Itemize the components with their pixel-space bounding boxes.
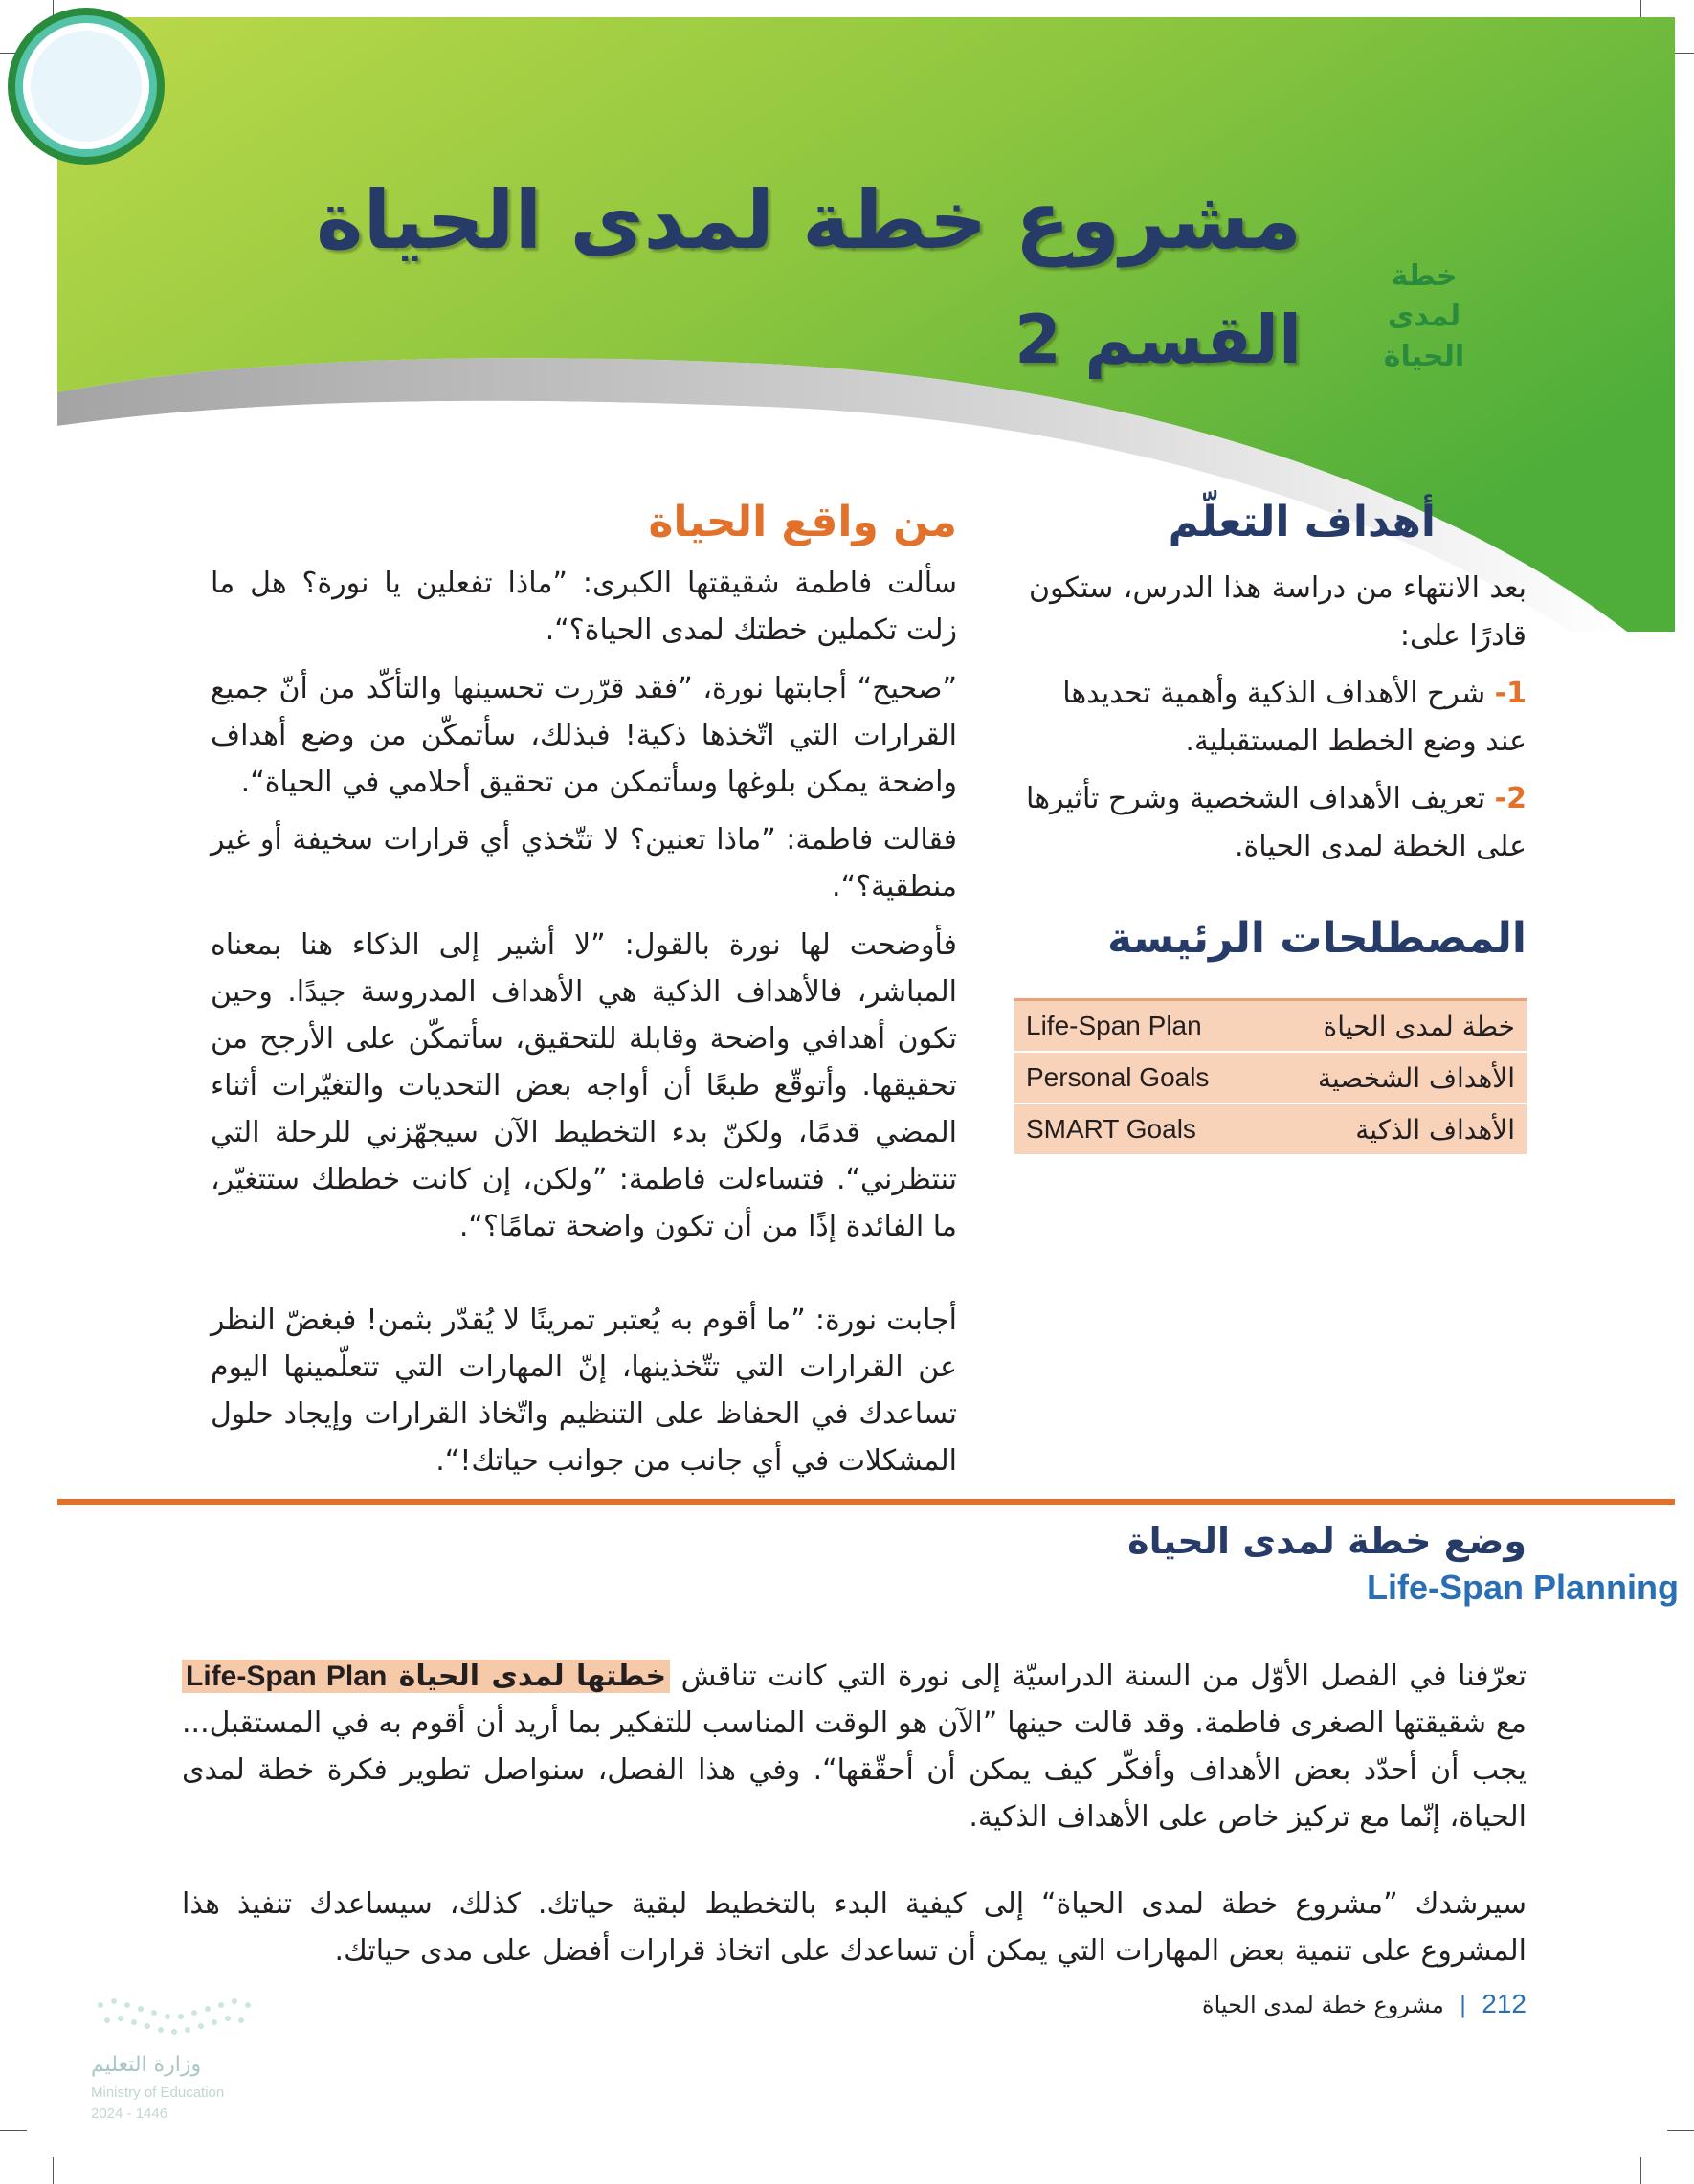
section-divider xyxy=(57,1499,1675,1505)
key-terms-table xyxy=(1014,998,1527,1154)
body-text: تعرّفنا في الفصل الأوّل من السنة الدراسيّة إلى نورة التي كانت تناقش xyxy=(670,1660,1527,1693)
highlight-english: Life-Span Plan xyxy=(186,1660,388,1692)
term-english: Life-Span Plan xyxy=(1014,1000,1262,1053)
term-arabic: الأهداف الذكية xyxy=(1355,1113,1515,1146)
term-english: Personal Goals xyxy=(1014,1052,1262,1103)
term-arabic: خطة لمدى الحياة xyxy=(1262,1000,1527,1053)
story-paragraph: فقالت فاطمة: ”ماذا تعنين؟ لا تتّخذي أي قرارات سخيفة أو غير منطقية؟“. xyxy=(211,823,957,903)
crop-mark xyxy=(1640,2157,1641,2184)
page-number: 212 xyxy=(1482,1989,1527,2018)
term-arabic: الأهداف الشخصية xyxy=(1262,1052,1527,1103)
planning-heading-english: Life-Span Planning xyxy=(1367,1568,1680,1607)
table-row xyxy=(1014,1103,1527,1154)
crop-mark xyxy=(53,2157,54,2184)
ministry-name-arabic: وزارة التعليم xyxy=(91,2053,202,2077)
page-footer xyxy=(1202,1989,1527,2019)
objective-item xyxy=(1019,670,1527,766)
objective-text: تعريف الأهداف الشخصية وشرح تأثيرها على الخطة لمدى الحياة. xyxy=(1026,782,1527,863)
objective-text: شرح الأهداف الذكية وأهمية تحديدها عند وضع الخطط المستقبلية. xyxy=(1062,677,1527,758)
table-row xyxy=(1014,1052,1527,1103)
badge-icon xyxy=(0,0,172,172)
section-number: القسم 2 xyxy=(1014,301,1302,379)
body-paragraph: سيرشدك ”مشروع خطة لمدى الحياة“ إلى كيفية البدء بالتخطيط لبقية حياتك. كذلك، سيساعدك تنفيذ هذا المشروع على تنمية بعض المهارات التي يمكن أن تساعدك على اتخاذ قرارات أفضل على مدى حياتك. xyxy=(182,1887,1527,1968)
highlighted-term xyxy=(182,1660,670,1693)
ministry-year: 2024 - 1446 xyxy=(91,2106,168,2122)
objectives-intro: بعد الانتهاء من دراسة هذا الدرس، ستكون قادرًا على: xyxy=(1029,571,1527,653)
footer-separator: | xyxy=(1459,1992,1467,2018)
objective-number: 1- xyxy=(1494,677,1527,710)
term-english: SMART Goals xyxy=(1026,1114,1196,1144)
ministry-name-english: Ministry of Education xyxy=(91,2084,225,2101)
real-life-heading: من واقع الحياة xyxy=(648,498,957,546)
footer-label: مشروع خطة لمدى الحياة xyxy=(1202,1992,1444,2018)
story-paragraph: أجابت نورة: ”ما أقوم به يُعتبر تمرينًا لا يُقدّر بثمن! فبغضّ النظر عن القرارات التي تتّخذينها، إنّ المهارات التي تتعلّمينها اليوم تساعدك في الحفاظ على التنظيم واتّخاذ القرارات وإيجاد حلول المشكلات في أي جانب من جوانب حياتك!“. xyxy=(211,1304,957,1478)
table-row xyxy=(1014,1000,1527,1053)
story-paragraph: ”صحيح“ أجابتها نورة، ”فقد قرّرت تحسينها والتأكّد من أنّ جميع القرارات التي اتّخذها ذكية! فبذلك، سأتمكّن من وضع أهداف واضحة يمكن بلوغها وسأتمكن من تحقيق أحلامي في الحياة“. xyxy=(211,672,957,799)
highlight-arabic: خطتها لمدى الحياة xyxy=(398,1660,667,1693)
body-text: مع شقيقتها الصغرى فاطمة. وقد قالت حينها ”الآن هو الوقت المناسب للتفكير بما أريد أن أقوم به في المستقبل... يجب أن أحدّد بعض الأهداف وأفكّر كيف يمكن أن أحقّقها“. وفي هذا الفصل، سنواصل تطوير فكرة خطة لمدى الحياة، إنّما مع تركيز خاص على الأهداف الذكية. xyxy=(182,1706,1527,1834)
body-paragraph xyxy=(182,1653,1527,1840)
objective-item xyxy=(1019,775,1527,871)
page-title: مشروع خطة لمدى الحياة xyxy=(315,173,1302,267)
planning-heading-arabic: وضع خطة لمدى الحياة xyxy=(1127,1520,1527,1562)
key-terms-heading: المصطلحات الرئيسة xyxy=(1107,914,1527,963)
story-paragraph: فأوضحت لها نورة بالقول: ”لا أشير إلى الذكاء هنا بمعناه المباشر، فالأهداف الذكية هي الأهداف المدروسة جيدًا. وحين تكون أهدافي واضحة وقابلة للتحقيق، سأتمكّن على الأرجح من تحقيقها. وأتوقّع طبعًا أن أواجه بعض التحديات والتغيّرات أثناء المضي قدمًا، ولكنّ بدء التخطيط الآن سيجهّزني للرحلة التي تنتظرني“. فتساءلت فاطمة: ”ولكن، إن كانت خططك ستتغيّر، ما الفائدة إذًا من أن تكون واضحة تمامًا؟“. xyxy=(211,928,957,1243)
crop-mark xyxy=(1667,2130,1694,2131)
objectives-heading: أهداف التعلّم xyxy=(1168,498,1436,546)
story-paragraph: سألت فاطمة شقيقتها الكبرى: ”ماذا تفعلين يا نورة؟ هل ما زلت تكملين خطتك لمدى الحياة؟“. xyxy=(211,567,957,647)
crop-mark xyxy=(0,2130,27,2131)
badge-label: خطة لمدى الحياة xyxy=(1383,259,1465,373)
objective-number: 2- xyxy=(1494,782,1527,815)
